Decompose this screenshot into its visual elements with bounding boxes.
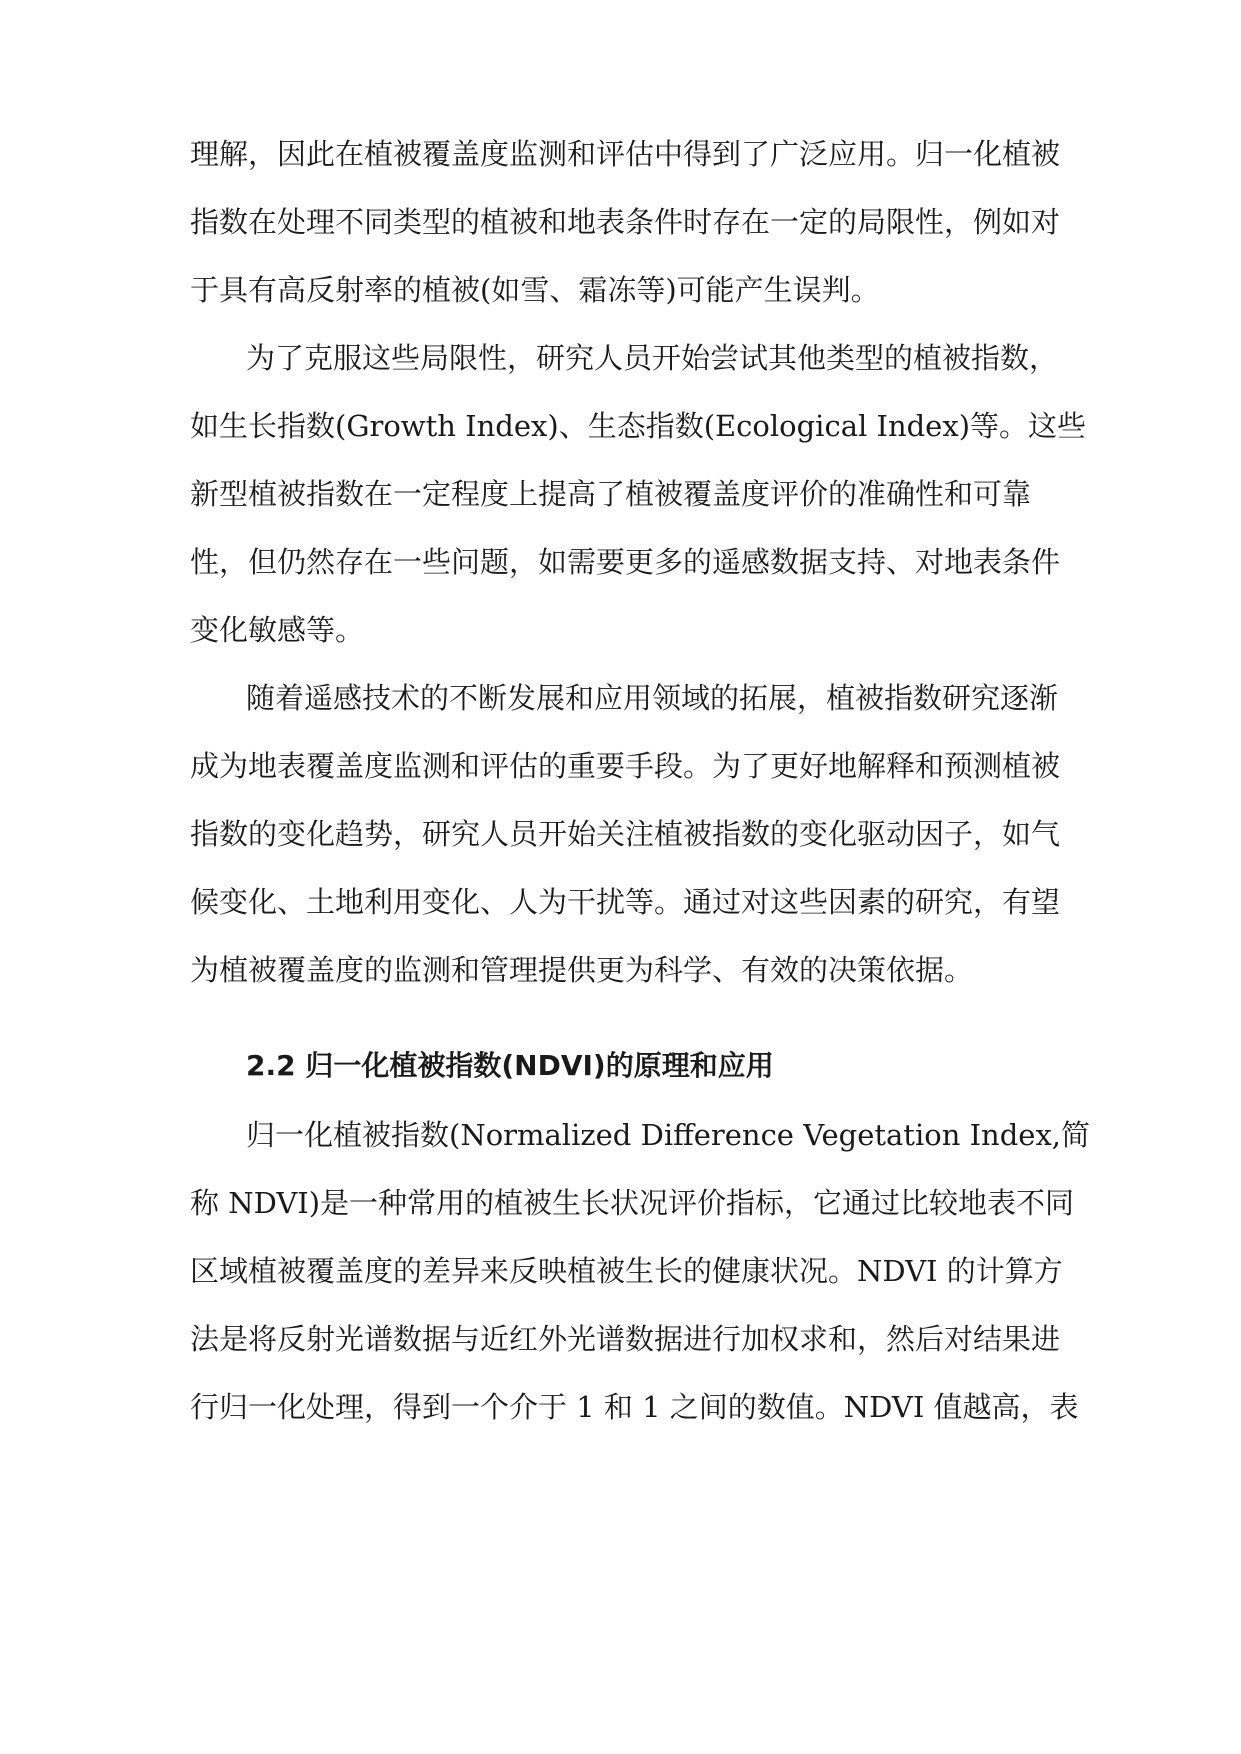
paragraph-line: 变化敏感等。 [190,613,365,647]
paragraph-line: 成为地表覆盖度监测和评估的重要手段。为了更好地解释和预测植被 [190,749,1061,783]
paragraph-line: 为了克服这些局限性，研究人员开始尝试其他类型的植被指数， [246,341,1059,375]
paragraph-line: 指数在处理不同类型的植被和地表条件时存在一定的局限性，例如对 [190,205,1061,239]
paragraph-line: 理解，因此在植被覆盖度监测和评估中得到了广泛应用。归一化植被 [190,137,1061,171]
paragraph-line: 为植被覆盖度的监测和管理提供更为科学、有效的决策依据。 [190,953,974,987]
paragraph-line: 随着遥感技术的不断发展和应用领域的拓展，植被指数研究逐渐 [246,681,1059,715]
paragraph-line: 法是将反射光谱数据与近红外光谱数据进行加权求和，然后对结果进 [190,1322,1061,1356]
paragraph-line: 归一化植被指数(Normalized Difference Vegetation Index,简 [246,1118,1091,1152]
paragraph-line: 如生长指数(Growth Index)、生态指数(Ecological Index)等。这些 [190,409,1087,443]
paragraph-line: 行归一化处理，得到一个介于 1 和 1 之间的数值。NDVI 值越高，表 [190,1390,1079,1424]
paragraph-line: 候变化、土地利用变化、人为干扰等。通过对这些因素的研究，有望 [190,885,1061,919]
paragraph-line: 于具有高反射率的植被(如雪、霜冻等)可能产生误判。 [190,273,880,307]
paragraph-line: 新型植被指数在一定程度上提高了植被覆盖度评价的准确性和可靠 [190,477,1032,511]
section-heading: 2.2 归一化植被指数(NDVI)的原理和应用 [246,1049,774,1082]
paragraph-line: 称 NDVI)是一种常用的植被生长状况评价指标，它通过比较地表不同 [190,1186,1075,1220]
paragraph-line: 区域植被覆盖度的差异来反映植被生长的健康状况。NDVI 的计算方 [190,1254,1063,1288]
paragraph-line: 性，但仍然存在一些问题，如需要更多的遥感数据支持、对地表条件 [190,545,1061,579]
paragraph-line: 指数的变化趋势，研究人员开始关注植被指数的变化驱动因子，如气 [190,817,1061,851]
